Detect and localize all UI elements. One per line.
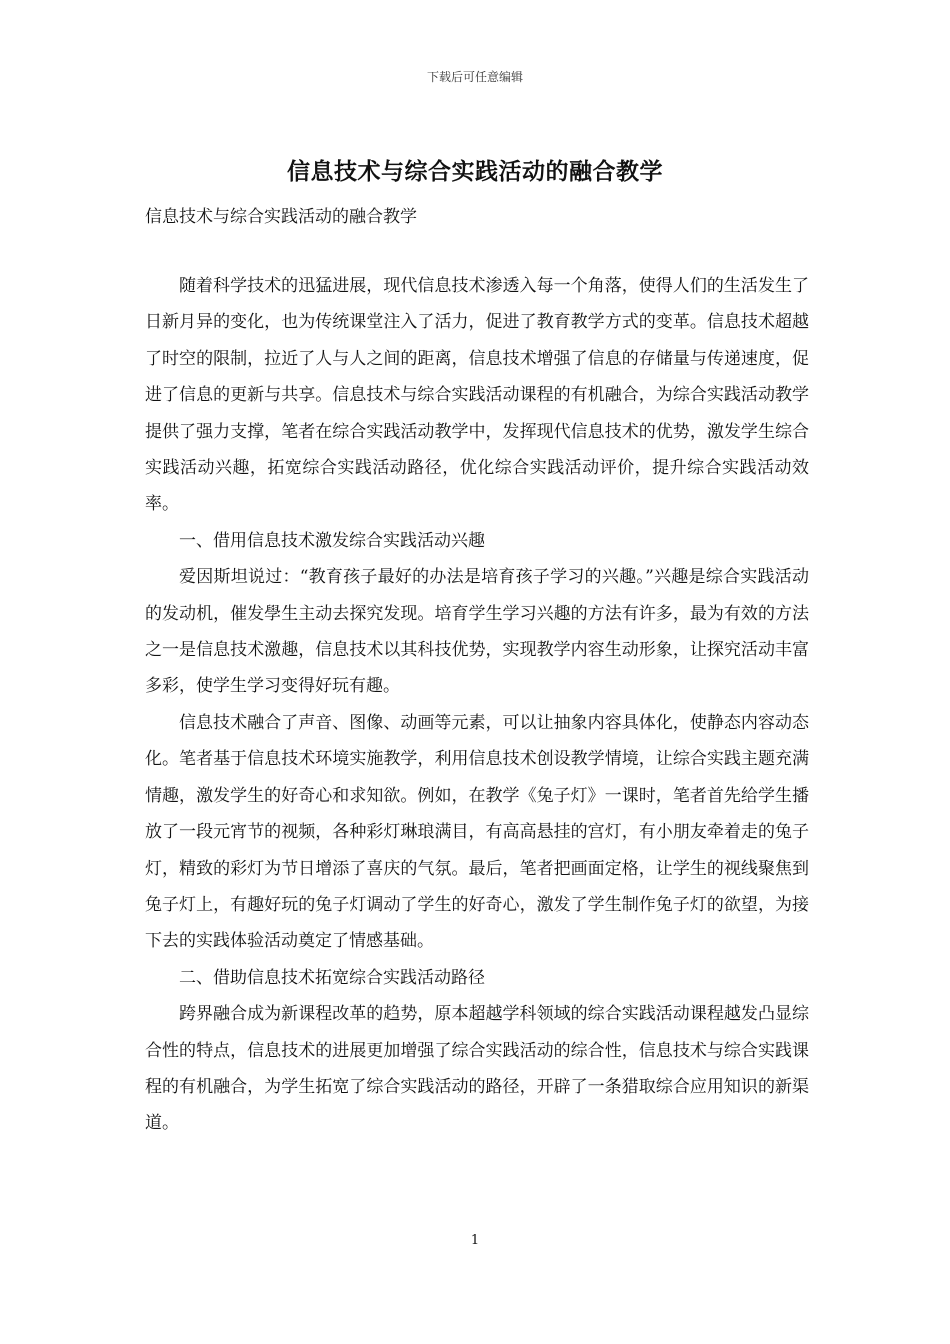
document-title: 信息技术与综合实践活动的融合教学 bbox=[287, 158, 663, 185]
paragraph-intro: 随着科学技术的迅猛进展，现代信息技术渗透入每一个角落，使得人们的生活发生了日新月异的变化，也为传统课堂注入了活力，促进了教育教学方式的变革。信息技术超越了时空的限制，拉近了人与人之间的距离，信息技术增强了信息的存储量与传递速度，促进了信息的更新与共享。信息技术与综合实践活动课程的有机融合，为综合实践活动教学提供了强力支撑，笔者在综合实践活动教学中，发挥现代信息技术的优势，激发学生综合实践活动兴趣，拓宽综合实践活动路径，优化综合实践活动评价，提升综合实践活动效率。 bbox=[145, 276, 809, 515]
page-number: 1 bbox=[470, 1233, 480, 1248]
section-heading-2: 二、借助信息技术拓宽综合实践活动路径 bbox=[179, 967, 485, 988]
paragraph-example: 信息技术融合了声音、图像、动画等元素，可以让抽象内容具体化，使静态内容动态化。笔者基于信息技术环境实施教学，利用信息技术创设教学情境，让综合实践主题充满情趣，激发学生的好奇心和求知欲。例如，在教学《兔子灯》一课时，笔者首先给学生播放了一段元宵节的视频，各种彩灯琳琅满目，有高高悬挂的宫灯，有小朋友牵着走的兔子灯，精致的彩灯为节日增添了喜庆的气氛。最后，笔者把画面定格，让学生的视线聚焦到兔子灯上，有趣好玩的兔子灯调动了学生的好奇心，激发了学生制作兔子灯的欲望，为接下去的实践体验活动奠定了情感基础。 bbox=[145, 712, 809, 952]
paragraph-pathway: 跨界融合成为新课程改革的趋势，原本超越学科领域的综合实践活动课程越发凸显综合性的特点，信息技术的进展更加增强了综合实践活动的综合性，信息技术与综合实践课程的有机融合，为学生拓宽了综合实践活动的路径，开辟了一条猎取综合应用知识的新渠道。 bbox=[145, 1004, 809, 1134]
document-body bbox=[145, 268, 809, 1142]
paragraph-interest: 爱因斯坦说过：“教育孩子最好的办法是培育孩子学习的兴趣。”兴趣是综合实践活动的发动机，催发學生主动去探究发现。培育学生学习兴趣的方法有许多，最为有效的方法之一是信息技术激趣，信息技术以其科技优势，实现教学内容生动形象，让探究活动丰富多彩，使学生学习变得好玩有趣。 bbox=[145, 567, 809, 697]
section-heading-1: 一、借用信息技术激发综合实践活动兴趣 bbox=[179, 530, 485, 551]
document-subtitle: 信息技术与综合实践活动的融合教学 bbox=[145, 207, 417, 227]
header-note: 下载后可任意编辑 bbox=[426, 70, 523, 84]
